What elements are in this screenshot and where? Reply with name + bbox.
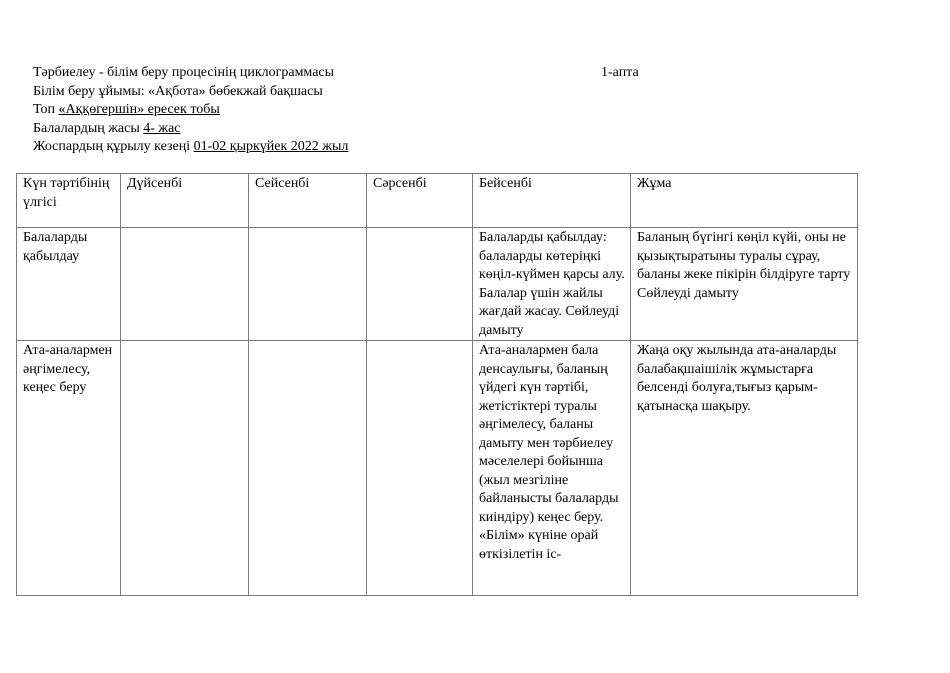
document-header bbox=[33, 64, 793, 157]
table-cell: Баланың бүгінгі көңіл күйі, оны не қызықтыратыны туралы сұрау, баланы жеке пікірін білдіруге тарту Сөйлеуді дамыту bbox=[631, 228, 858, 341]
group-label: Топ bbox=[33, 102, 59, 117]
column-header-wednesday: Сәрсенбі bbox=[367, 174, 473, 228]
organization-text: Білім беру ұйымы: «Ақбота» бөбекжай бақшасы bbox=[33, 83, 323, 99]
period-value: 01-02 қыркүйек 2022 жыл bbox=[193, 139, 349, 154]
table-cell: Балаларды қабылдау: балаларды көтеріңкі көңіл-күймен қарсы алу. Балалар үшін жайлы жағдай жасау. Сөйлеуді дамыту bbox=[473, 228, 631, 341]
period-line bbox=[33, 138, 793, 157]
table-cell bbox=[367, 341, 473, 596]
age-label: Балалардың жасы bbox=[33, 120, 144, 136]
table-cell: Жаңа оқу жылында ата-аналарды балабақшаішілік жұмыстарға белсенді болуға,тығыз қарым-қатынасқа шақыру. bbox=[631, 341, 858, 596]
table-header-row bbox=[17, 174, 858, 228]
column-header-schedule: Күн тәртібінің үлгісі bbox=[17, 174, 121, 228]
table-cell bbox=[367, 228, 473, 341]
age-value: 4- жас bbox=[143, 120, 181, 136]
table-cell bbox=[249, 228, 367, 341]
group-value: «Аққөгершін» ересек тобы bbox=[58, 102, 220, 117]
row-label-reception: Балаларды қабылдау bbox=[17, 228, 121, 341]
week-label: 1-апта bbox=[601, 65, 639, 80]
column-header-thursday: Бейсенбі bbox=[473, 174, 631, 228]
column-header-monday: Дүйсенбі bbox=[121, 174, 249, 228]
table-cell bbox=[249, 341, 367, 596]
table-cell bbox=[121, 228, 249, 341]
organization-line bbox=[33, 83, 793, 102]
period-label: Жоспардың құрылу кезеңі bbox=[33, 139, 194, 154]
age-line bbox=[33, 120, 793, 139]
table-row bbox=[17, 341, 858, 596]
table-cell bbox=[121, 341, 249, 596]
cyclogram-table bbox=[16, 173, 858, 596]
document-title: Тәрбиелеу - білім беру процесінің циклограммасы bbox=[33, 65, 335, 80]
column-header-friday: Жұма bbox=[631, 174, 858, 228]
row-label-parents: Ата-аналармен әңгімелесу, кеңес беру bbox=[17, 341, 121, 596]
title-line bbox=[33, 64, 793, 83]
column-header-tuesday: Сейсенбі bbox=[249, 174, 367, 228]
table-row bbox=[17, 228, 858, 341]
group-line bbox=[33, 101, 793, 120]
table-cell: Ата-аналармен бала денсаулығы, баланың үйдегі күн тәртібі, жетістіктері туралы әңгімелесу, баланы дамыту мен тәрбиелеу мәселелері бойынша (жыл мезгіліне байланысты балаларды киіндіру) кеңес беру. «Білім» күніне орай өткізілетін іс- bbox=[473, 341, 631, 596]
